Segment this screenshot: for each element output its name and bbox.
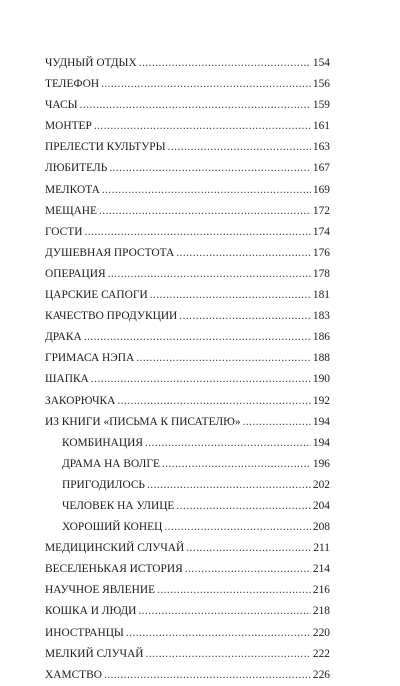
dot-leader (164, 517, 311, 538)
dot-leader (157, 580, 311, 601)
toc-entry-title: ПРЕЛЕСТИ КУЛЬТУРЫ (45, 141, 166, 154)
dot-leader (126, 623, 311, 644)
dot-leader (108, 264, 311, 285)
toc-subentry (45, 517, 330, 538)
dot-leader (84, 222, 310, 243)
toc-entry (45, 327, 330, 348)
toc-entry (45, 180, 330, 201)
toc-entry-title: ГРИМАСА НЭПА (45, 352, 135, 365)
toc-entry-title: ЗАКОРЮЧКА (45, 394, 116, 407)
toc-page-number: 161 (312, 120, 330, 133)
toc-entry (45, 580, 330, 601)
dot-leader (136, 348, 311, 369)
toc-entry-title: ДРАМА НА ВОЛГЕ (62, 457, 160, 470)
toc-entry (45, 264, 330, 285)
toc-subentry (45, 433, 330, 454)
dot-leader (102, 180, 311, 201)
dot-leader (145, 433, 311, 454)
dot-leader (91, 369, 311, 390)
toc-entry (45, 391, 330, 412)
toc-entry-title: ДУШЕВНАЯ ПРОСТОТА (45, 246, 175, 259)
toc-entry-title: ШАПКА (45, 373, 89, 386)
toc-page-number: 174 (312, 225, 330, 238)
dot-leader (186, 538, 311, 559)
toc-entry-title: ИЗ КНИГИ «ПИСЬМА К ПИСАТЕЛЮ» (45, 415, 241, 428)
toc-entry-title: ГОСТИ (45, 225, 83, 238)
table-of-contents (45, 53, 330, 686)
dot-leader (150, 285, 311, 306)
dot-leader (99, 201, 311, 222)
toc-page-number: 183 (312, 310, 330, 323)
toc-page-number: 226 (312, 668, 330, 681)
toc-entry-title: МОНТЕР (45, 120, 92, 133)
toc-page-number: 172 (312, 204, 330, 217)
toc-entry-title: МЕЛКОТА (45, 183, 100, 196)
dot-leader (109, 158, 311, 179)
toc-entry-title: ХАМСТВО (45, 668, 102, 681)
toc-entry (45, 601, 330, 622)
toc-page-number: 218 (312, 605, 330, 618)
toc-entry (45, 559, 330, 580)
toc-entry-title: ЧЕЛОВЕК НА УЛИЦЕ (62, 499, 175, 512)
toc-subentry (45, 454, 330, 475)
toc-entry (45, 369, 330, 390)
toc-entry-title: МЕДИЦИНСКИЙ СЛУЧАЙ (45, 542, 185, 555)
toc-entry-title: ИНОСТРАНЦЫ (45, 626, 124, 639)
dot-leader (243, 412, 311, 433)
toc-entry-title: МЕЛКИЙ СЛУЧАЙ (45, 647, 144, 660)
toc-page-number: 222 (312, 647, 330, 660)
toc-page-number: 192 (312, 394, 330, 407)
toc-entry (45, 158, 330, 179)
toc-page-number: 220 (312, 626, 330, 639)
toc-page-number: 186 (312, 331, 330, 344)
toc-page-number: 204 (312, 499, 330, 512)
dot-leader (176, 243, 311, 264)
toc-page-number: 169 (312, 183, 330, 196)
toc-page-number: 178 (312, 267, 330, 280)
dot-leader (185, 559, 311, 580)
toc-page-number: 202 (312, 478, 330, 491)
toc-page-number: 167 (312, 162, 330, 175)
toc-entry-title: ХОРОШИЙ КОНЕЦ (62, 521, 163, 534)
toc-entry (45, 285, 330, 306)
toc-entry (45, 222, 330, 243)
toc-entry (45, 95, 330, 116)
toc-entry (45, 665, 330, 686)
toc-entry (45, 243, 330, 264)
toc-entry (45, 116, 330, 137)
toc-entry-title: КОШКА И ЛЮДИ (45, 605, 137, 618)
toc-page-number: 181 (312, 289, 330, 302)
toc-page-number: 176 (312, 246, 330, 259)
toc-entry (45, 538, 330, 559)
toc-entry (45, 137, 330, 158)
toc-page-number: 214 (312, 563, 330, 576)
toc-page-number: 194 (312, 415, 330, 428)
toc-entry-title: ВЕСЕЛЕНЬКАЯ ИСТОРИЯ (45, 563, 183, 576)
dot-leader (101, 74, 311, 95)
toc-page-number: 211 (313, 542, 330, 555)
dot-leader (94, 116, 311, 137)
toc-entry (45, 348, 330, 369)
dot-leader (176, 496, 311, 517)
dot-leader (162, 454, 311, 475)
dot-leader (139, 53, 311, 74)
toc-page-number: 208 (312, 521, 330, 534)
dot-leader (147, 475, 311, 496)
dot-leader (168, 137, 311, 158)
toc-page-number: 196 (312, 457, 330, 470)
dot-leader (117, 391, 311, 412)
toc-entry-title: ОПЕРАЦИЯ (45, 267, 106, 280)
toc-page-number: 188 (312, 352, 330, 365)
toc-entry (45, 201, 330, 222)
toc-page-number: 156 (312, 78, 330, 91)
toc-page-number: 154 (312, 57, 330, 69)
toc-entry-title: ЦАРСКИЕ САПОГИ (45, 289, 148, 302)
toc-page-number: 163 (312, 141, 330, 154)
toc-entry (45, 623, 330, 644)
toc-entry (45, 74, 330, 95)
toc-entry (45, 644, 330, 665)
toc-page-number: 194 (312, 436, 330, 449)
toc-entry-title: НАУЧНОЕ ЯВЛЕНИЕ (45, 584, 156, 597)
toc-subentry (45, 475, 330, 496)
toc-entry-title: ЛЮБИТЕЛЬ (45, 162, 108, 175)
toc-entry-title: ТЕЛЕФОН (45, 78, 100, 91)
toc-entry-title: ЧУДНЫЙ ОТДЫХ (45, 57, 137, 69)
toc-entry (45, 53, 330, 74)
dot-leader (80, 95, 311, 116)
toc-page-number: 159 (312, 99, 330, 112)
toc-entry-title: КАЧЕСТВО ПРОДУКЦИИ (45, 310, 178, 323)
toc-page-number: 190 (312, 373, 330, 386)
dot-leader (146, 644, 311, 665)
dot-leader (84, 327, 311, 348)
dot-leader (179, 306, 311, 327)
toc-entry-title: МЕЩАНЕ (45, 204, 97, 217)
toc-page-number: 216 (312, 584, 330, 597)
dot-leader (138, 601, 311, 622)
dot-leader (104, 665, 311, 686)
toc-entry-title: КОМБИНАЦИЯ (62, 436, 143, 449)
toc-entry-title: ЧАСЫ (45, 99, 78, 112)
toc-entry (45, 412, 330, 433)
toc-subentry (45, 496, 330, 517)
toc-entry (45, 306, 330, 327)
toc-entry-title: ПРИГОДИЛОСЬ (62, 478, 145, 491)
toc-entry-title: ДРАКА (45, 331, 82, 344)
